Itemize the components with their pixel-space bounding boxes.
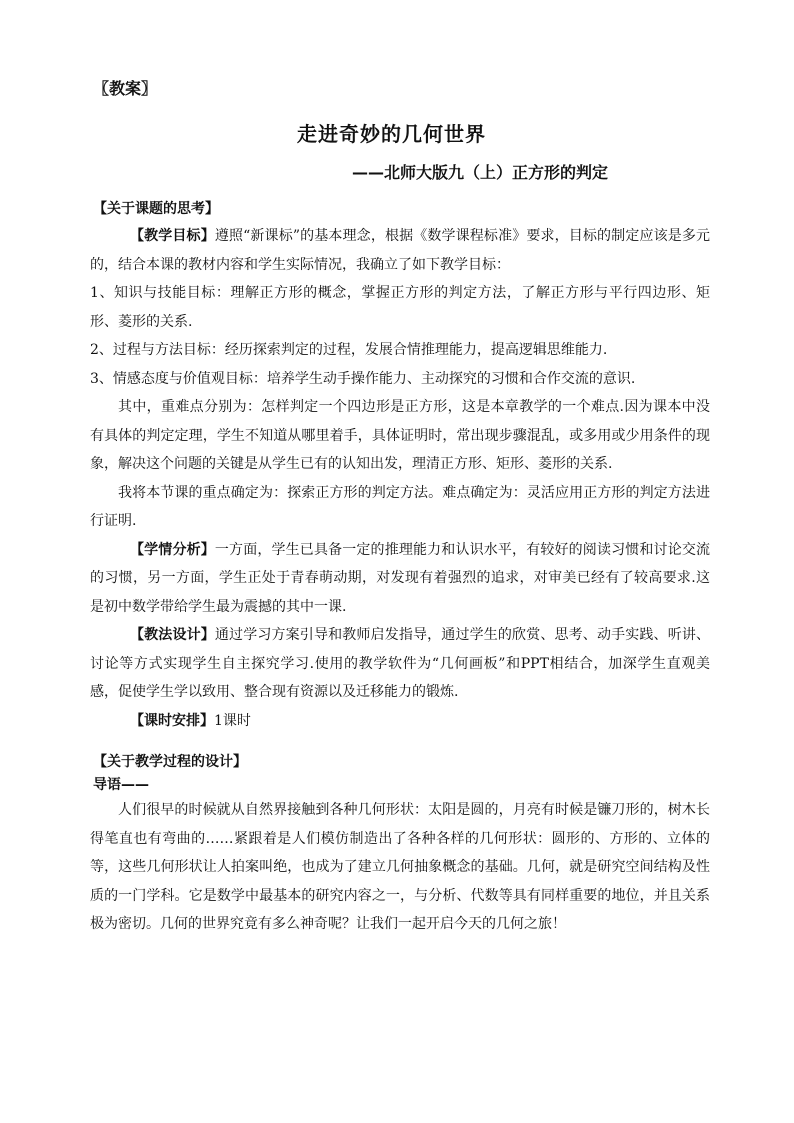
goals-heading: 【教学目标】 (130, 228, 215, 244)
document-subtitle: ——北师大版九（上）正方形的判定 (352, 163, 609, 182)
intro-heading: 导语—— (93, 777, 149, 793)
intro-block (90, 796, 710, 939)
goal-item-1: 1、知识与技能目标：理解正方形的概念，掌握正方形的判定方法，了解正方形与平行四边形、矩形、菱形的关系. (90, 285, 710, 330)
teaching-goals (90, 222, 710, 735)
section-heading-topic: 【关于课题的思考】 (93, 201, 219, 217)
goals-text: 遵照“新课标”的基本理念，根据《数学课程标准》要求，目标的制定应该是多元的，结合本课的教材内容和学生实际情况，我确立了如下教学目标： (90, 228, 711, 273)
method-paragraph (90, 621, 710, 707)
difficulty-paragraph: 其中，重难点分别为：怎样判定一个四边形是正方形，这是本章教学的一个难点.因为课本中没有具体的判定定理，学生不知道从哪里着手，具体证明时，常出现步骤混乱，或多用或少用条件的现象，解决这个问题的关键是从学生已有的认知出发，理清正方形、矩形、菱形的关系. (90, 399, 710, 472)
document-title: 走进奇妙的几何世界 (297, 122, 486, 146)
time-paragraph (90, 707, 710, 736)
analysis-text: 一方面，学生已具备一定的推理能力和认识水平，有较好的阅读习惯和讨论交流的习惯，另一方面，学生正处于青春萌动期，对发现有着强烈的追求，对审美已经有了较高要求.这是初中数学带给学生最为震撼的其中一课. (90, 541, 711, 615)
section-heading-process: 【关于教学过程的设计】 (93, 754, 247, 770)
goal-item-3: 3、情感态度与价值观目标：培养学生动手操作能力、主动探究的习惯和合作交流的意识. (90, 370, 636, 387)
analysis-paragraph (90, 536, 710, 622)
intro-paragraph: 人们很早的时候就从自然界接触到各种几何形状：太阳是圆的，月亮有时候是镰刀形的，树木长得笔直也有弯曲的……紧跟着是人们模仿制造出了各种各样的几何形状：圆形的、方形的、立体的等，这些几何形状让人拍案叫绝，也成为了建立几何抽象概念的基础。几何，就是研究空间结构及性质的一门学科。它是数学中最基本的研究内容之一，与分析、代数等具有同样重要的地位，并且关系极为密切。几何的世界究竟有多么神奇呢？让我们一起开启今天的几何之旅！ (90, 802, 710, 932)
time-text: 1课时 (214, 712, 251, 729)
goals-paragraph (90, 222, 710, 279)
goal-item-2: 2、过程与方法目标：经历探索判定的过程，发展合情推理能力，提高逻辑思维能力. (90, 342, 608, 358)
focus-paragraph: 我将本节课的重点确定为：探索正方形的判定方法。难点确定为：灵活应用正方形的判定方法进行证明. (90, 484, 710, 529)
method-heading: 【教法设计】 (130, 627, 215, 643)
time-heading: 【课时安排】 (130, 712, 214, 729)
analysis-heading: 【学情分析】 (130, 541, 215, 558)
doc-label: 〖教案〗 (93, 79, 158, 98)
method-text: 通过学习方案引导和教师启发指导，通过学生的欣赏、思考、动手实践、听讲、讨论等方式实现学生自主探究学习.使用的教学软件为“几何画板”和PPT相结合，加深学生直观美感，促使学生学以致用、整合现有资源以及迁移能力的锻炼. (90, 627, 711, 700)
